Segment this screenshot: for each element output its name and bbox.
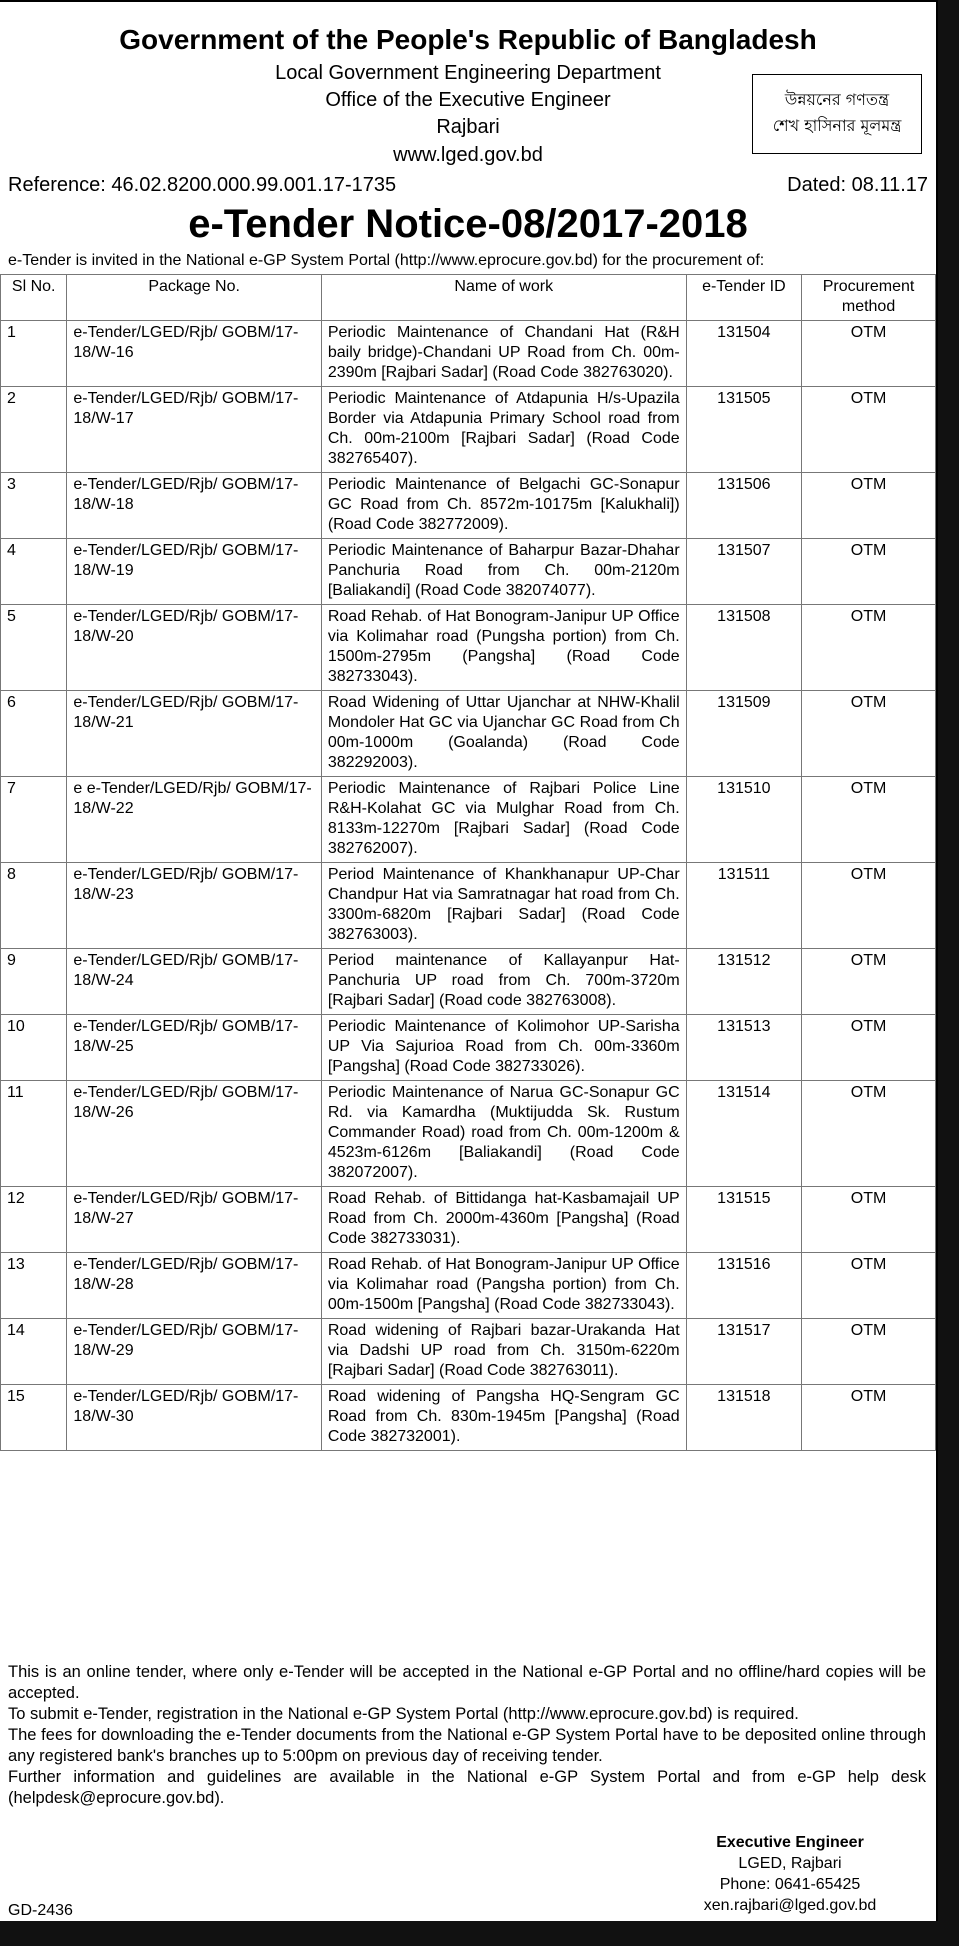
row-work-name: Road widening of Rajbari bazar-Urakanda Hat via Dadshi UP road from Ch. 3150m-6220m [Rajbari Sadar] (Road Code 382763011). xyxy=(321,1319,686,1385)
row-procurement-method: OTM xyxy=(802,691,936,777)
header-tender-id: e-Tender ID xyxy=(686,275,801,321)
table-row xyxy=(1,863,936,949)
row-sl-number: 8 xyxy=(1,863,67,949)
header-package: Package No. xyxy=(67,275,321,321)
row-tender-id: 131512 xyxy=(686,949,801,1015)
row-tender-id: 131518 xyxy=(686,1385,801,1451)
row-package-no: e-Tender/LGED/Rjb/ GOBM/17-18/W-28 xyxy=(67,1253,321,1319)
row-procurement-method: OTM xyxy=(802,473,936,539)
date: Dated: 08.11.17 xyxy=(787,174,928,196)
row-tender-id: 131507 xyxy=(686,539,801,605)
row-work-name: Road Rehab. of Hat Bonogram-Janipur UP Office via Kolimahar road (Pangsha portion) from Ch. 00m-1500m [Pangsha] (Road Code 382733043). xyxy=(321,1253,686,1319)
row-sl-number: 15 xyxy=(1,1385,67,1451)
table-row xyxy=(1,539,936,605)
row-tender-id: 131506 xyxy=(686,473,801,539)
row-sl-number: 11 xyxy=(1,1081,67,1187)
table-row xyxy=(1,949,936,1015)
government-title: Government of the People's Republic of Bangladesh xyxy=(119,24,817,55)
row-work-name: Periodic Maintenance of Chandani Hat (R&H baily bridge)-Chandani UP Road from Ch. 00m-2390m [Rajbari Sadar] (Road Code 382763020). xyxy=(321,321,686,387)
signatory-email: xen.rajbari@lged.gov.bd xyxy=(703,1897,877,1914)
row-tender-id: 131517 xyxy=(686,1319,801,1385)
row-sl-number: 7 xyxy=(1,777,67,863)
row-procurement-method: OTM xyxy=(802,321,936,387)
row-sl-number: 14 xyxy=(1,1319,67,1385)
reference-number: Reference: 46.02.8200.000.99.001.17-1735 xyxy=(8,174,397,196)
row-sl-number: 5 xyxy=(1,605,67,691)
row-tender-id: 131504 xyxy=(686,321,801,387)
row-procurement-method: OTM xyxy=(802,1081,936,1187)
tender-table xyxy=(0,274,936,1451)
row-sl-number: 3 xyxy=(1,473,67,539)
row-work-name: Road widening of Pangsha HQ-Sengram GC Road from Ch. 830m-1945m [Pangsha] (Road Code 382732001). xyxy=(321,1385,686,1451)
row-procurement-method: OTM xyxy=(802,1015,936,1081)
table-row xyxy=(1,1319,936,1385)
slogan-box xyxy=(752,74,922,154)
row-tender-id: 131511 xyxy=(686,863,801,949)
row-work-name: Periodic Maintenance of Baharpur Bazar-Dhahar Panchuria Road from Ch. 00m-2120m [Baliakandi] (Road Code 382074077). xyxy=(321,539,686,605)
row-procurement-method: OTM xyxy=(802,777,936,863)
signatory-phone: Phone: 0641-65425 xyxy=(719,1876,861,1893)
department-name: Local Government Engineering Department xyxy=(275,62,661,84)
row-sl-number: 13 xyxy=(1,1253,67,1319)
scan-edge-right xyxy=(938,0,959,1946)
footer-notes xyxy=(8,1662,926,1809)
row-sl-number: 1 xyxy=(1,321,67,387)
footer-note-3: The fees for downloading the e-Tender documents from the National e-GP System Portal have to be deposited online through any registered bank's branches up to 5:00pm on previous day of receiving tender. xyxy=(8,1726,926,1765)
row-sl-number: 9 xyxy=(1,949,67,1015)
table-row xyxy=(1,321,936,387)
footer-note-2: To submit e-Tender, registration in the National e-GP System Portal (http://www.eprocure.gov.bd) is required. xyxy=(8,1705,799,1723)
row-sl-number: 2 xyxy=(1,387,67,473)
row-tender-id: 131514 xyxy=(686,1081,801,1187)
table-row xyxy=(1,1253,936,1319)
table-row xyxy=(1,691,936,777)
row-package-no: e-Tender/LGED/Rjb/ GOMB/17-18/W-25 xyxy=(67,1015,321,1081)
table-row xyxy=(1,473,936,539)
row-work-name: Road Widening of Uttar Ujanchar at NHW-Khalil Mondoler Hat GC via Ujanchar GC Road from Ch 00m-1000m (Goalanda) (Road Code 382292003). xyxy=(321,691,686,777)
row-procurement-method: OTM xyxy=(802,949,936,1015)
signature-block xyxy=(660,1832,920,1916)
row-procurement-method: OTM xyxy=(802,605,936,691)
row-procurement-method: OTM xyxy=(802,387,936,473)
row-tender-id: 131515 xyxy=(686,1187,801,1253)
row-package-no: e-Tender/LGED/Rjb/ GOBM/17-18/W-17 xyxy=(67,387,321,473)
row-package-no: e-Tender/LGED/Rjb/ GOBM/17-18/W-21 xyxy=(67,691,321,777)
row-procurement-method: OTM xyxy=(802,1319,936,1385)
header-work: Name of work xyxy=(321,275,686,321)
slogan-line-1: উন্নয়নের গণতন্ত্র xyxy=(784,90,890,109)
table-row xyxy=(1,387,936,473)
row-package-no: e e-Tender/LGED/Rjb/ GOBM/17-18/W-22 xyxy=(67,777,321,863)
row-package-no: e-Tender/LGED/Rjb/ GOBM/17-18/W-26 xyxy=(67,1081,321,1187)
table-row xyxy=(1,1081,936,1187)
row-package-no: e-Tender/LGED/Rjb/ GOBM/17-18/W-18 xyxy=(67,473,321,539)
table-row xyxy=(1,1187,936,1253)
row-sl-number: 4 xyxy=(1,539,67,605)
table-row xyxy=(1,1385,936,1451)
row-procurement-method: OTM xyxy=(802,1253,936,1319)
row-package-no: e-Tender/LGED/Rjb/ GOBM/17-18/W-30 xyxy=(67,1385,321,1451)
table-row xyxy=(1,777,936,863)
table-row xyxy=(1,1015,936,1081)
header-sl: Sl No. xyxy=(1,275,67,321)
row-tender-id: 131510 xyxy=(686,777,801,863)
row-package-no: e-Tender/LGED/Rjb/ GOBM/17-18/W-16 xyxy=(67,321,321,387)
row-work-name: Periodic Maintenance of Rajbari Police Line R&H-Kolahat GC via Mulghar Road from Ch. 8133m-12270m [Rajbari Sadar] (Road Code 382762007). xyxy=(321,777,686,863)
header-method: Procurement method xyxy=(802,275,936,321)
row-work-name: Period Maintenance of Khankhanapur UP-Char Chandpur Hat via Samratnagar hat road from Ch. 3300m-6820m [Rajbari Sadar] (Road Code 382763003). xyxy=(321,863,686,949)
row-sl-number: 10 xyxy=(1,1015,67,1081)
row-tender-id: 131513 xyxy=(686,1015,801,1081)
footer-note-1: This is an online tender, where only e-Tender will be accepted in the National e-GP Portal and no offline/hard copies will be accepted. xyxy=(8,1663,926,1702)
row-procurement-method: OTM xyxy=(802,1385,936,1451)
row-tender-id: 131505 xyxy=(686,387,801,473)
row-package-no: e-Tender/LGED/Rjb/ GOBM/17-18/W-29 xyxy=(67,1319,321,1385)
row-work-name: Periodic Maintenance of Kolimohor UP-Sarisha UP Via Sajurioa Road from Ch. 00m-3360m [Pangsha] (Road Code 382733026). xyxy=(321,1015,686,1081)
table-row xyxy=(1,605,936,691)
scan-edge-bottom xyxy=(0,1921,959,1946)
notice-title: e-Tender Notice-08/2017-2018 xyxy=(188,202,748,246)
row-package-no: e-Tender/LGED/Rjb/ GOMB/17-18/W-24 xyxy=(67,949,321,1015)
row-package-no: e-Tender/LGED/Rjb/ GOBM/17-18/W-20 xyxy=(67,605,321,691)
row-procurement-method: OTM xyxy=(802,1187,936,1253)
footer-note-4: Further information and guidelines are available in the National e-GP System Portal and from e-GP help desk (helpdesk@eprocure.gov.bd). xyxy=(8,1768,926,1807)
office-location: Rajbari xyxy=(436,116,500,138)
row-work-name: Period maintenance of Kallayanpur Hat-Panchuria UP road from Ch. 700m-3720m [Rajbari Sadar] (Road code 382763008). xyxy=(321,949,686,1015)
row-tender-id: 131516 xyxy=(686,1253,801,1319)
office-name: Office of the Executive Engineer xyxy=(325,89,611,111)
row-tender-id: 131509 xyxy=(686,691,801,777)
signatory-title: Executive Engineer xyxy=(716,1834,864,1851)
signatory-office: LGED, Rajbari xyxy=(738,1855,842,1872)
row-work-name: Periodic Maintenance of Narua GC-Sonapur GC Rd. via Kamardha (Muktijudda Sk. Rustum Commander Road) road from Ch. 00m-1200m & 4523m-6126m [Baliakandi] (Road Code 382072007). xyxy=(321,1081,686,1187)
row-package-no: e-Tender/LGED/Rjb/ GOBM/17-18/W-27 xyxy=(67,1187,321,1253)
row-work-name: Road Rehab. of Hat Bonogram-Janipur UP Office via Kolimahar road (Pungsha portion) from Ch. 1500m-2795m (Pangsha] (Road Code 382733043). xyxy=(321,605,686,691)
table-header-row xyxy=(1,275,936,321)
intro-text: e-Tender is invited in the National e-GP System Portal (http://www.eprocure.gov.bd) for the procurement of: xyxy=(8,252,765,269)
row-package-no: e-Tender/LGED/Rjb/ GOBM/17-18/W-19 xyxy=(67,539,321,605)
row-procurement-method: OTM xyxy=(802,863,936,949)
row-sl-number: 6 xyxy=(1,691,67,777)
website: www.lged.gov.bd xyxy=(393,144,543,166)
row-work-name: Periodic Maintenance of Atdapunia H/s-Upazila Border via Atdapunia Primary School road from Ch. 00m-2100m [Rajbari Sadar] (Road Code 382765407). xyxy=(321,387,686,473)
row-package-no: e-Tender/LGED/Rjb/ GOBM/17-18/W-23 xyxy=(67,863,321,949)
row-sl-number: 12 xyxy=(1,1187,67,1253)
row-work-name: Road Rehab. of Bittidanga hat-Kasbamajail UP Road from Ch. 2000m-4360m [Pangsha] (Road Code 382733031). xyxy=(321,1187,686,1253)
row-tender-id: 131508 xyxy=(686,605,801,691)
slogan-line-2: শেখ হাসিনার মূলমন্ত্র xyxy=(772,116,902,135)
gd-code: GD-2436 xyxy=(8,1902,73,1919)
row-procurement-method: OTM xyxy=(802,539,936,605)
row-work-name: Periodic Maintenance of Belgachi GC-Sonapur GC Road from Ch. 8572m-10175m [Kalukhali]) (Road Code 382772009). xyxy=(321,473,686,539)
